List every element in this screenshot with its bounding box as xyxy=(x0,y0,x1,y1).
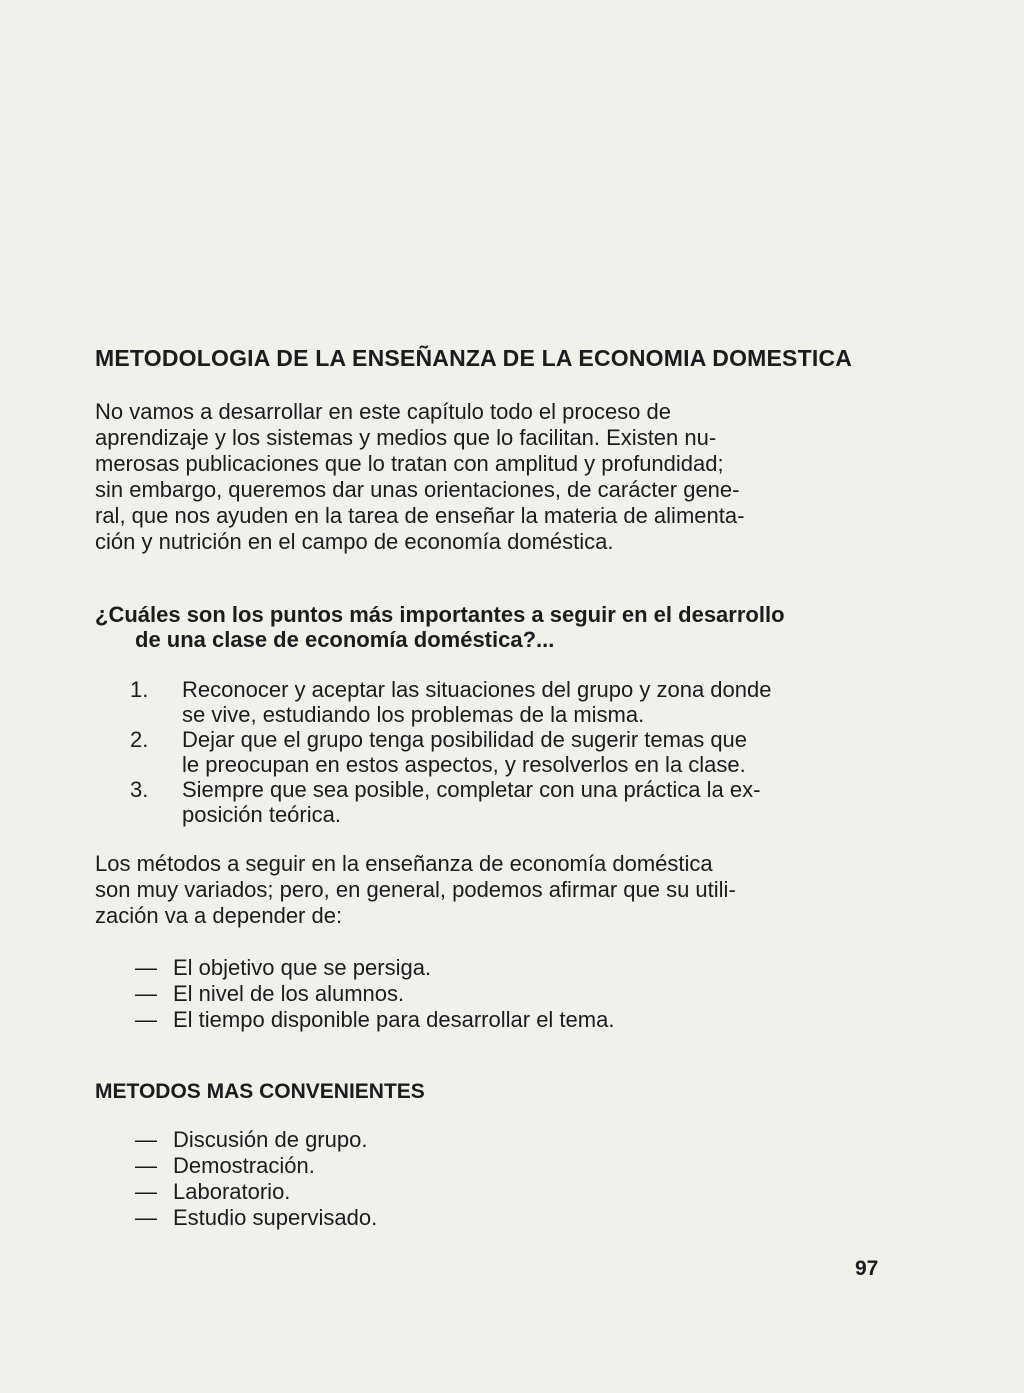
question-line: ¿Cuáles son los puntos más importantes a seguir en el desarrollo xyxy=(95,602,785,627)
dependency-text: El tiempo disponible para desarrollar el tema. xyxy=(173,1007,615,1032)
page-heading: METODOLOGIA DE LA ENSEÑANZA DE LA ECONOMIA DOMESTICA xyxy=(95,345,853,371)
method-item xyxy=(135,1205,377,1231)
numbered-list xyxy=(130,677,890,827)
intro-paragraph xyxy=(95,399,885,555)
section-subheading: METODOS MAS CONVENIENTES xyxy=(95,1080,425,1103)
dash-marker: — xyxy=(135,1153,157,1178)
method-text: Laboratorio. xyxy=(173,1179,291,1204)
item-line: se vive, estudiando los problemas de la misma. xyxy=(182,702,645,727)
question-paragraph xyxy=(95,602,895,652)
dependency-item xyxy=(135,955,614,981)
intro-line: aprendizaje y los sistemas y medios que lo facilitan. Existen nu- xyxy=(95,425,717,450)
methods-line: son muy variados; pero, en general, podemos afirmar que su utili- xyxy=(95,877,736,902)
methods-line: zación va a depender de: xyxy=(95,903,343,928)
intro-line: ción y nutrición en el campo de economía doméstica. xyxy=(95,529,614,554)
numbered-item xyxy=(130,777,890,827)
dependency-text: El nivel de los alumnos. xyxy=(173,981,405,1006)
item-line: le preocupan en estos aspectos, y resolverlos en la clase. xyxy=(182,752,746,777)
dash-marker: — xyxy=(135,1007,157,1032)
dash-marker: — xyxy=(135,1127,157,1152)
dependency-item xyxy=(135,981,614,1007)
question-line: de una clase de economía doméstica?... xyxy=(135,627,555,652)
method-text: Discusión de grupo. xyxy=(173,1127,368,1152)
method-text: Estudio supervisado. xyxy=(173,1205,378,1230)
item-number: 3. xyxy=(130,777,149,802)
dash-marker: — xyxy=(135,981,157,1006)
item-number: 2. xyxy=(130,727,149,752)
dash-marker: — xyxy=(135,1205,157,1230)
dependency-text: El objetivo que se persiga. xyxy=(173,955,432,980)
intro-line: sin embargo, queremos dar unas orientaciones, de carácter gene- xyxy=(95,477,740,502)
intro-line: No vamos a desarrollar en este capítulo todo el proceso de xyxy=(95,399,671,424)
numbered-item xyxy=(130,727,890,777)
intro-line: ral, que nos ayuden en la tarea de enseñar la materia de alimenta- xyxy=(95,503,745,528)
item-line: Reconocer y aceptar las situaciones del grupo y zona donde xyxy=(182,677,772,702)
dash-marker: — xyxy=(135,1179,157,1204)
methods-line: Los métodos a seguir en la enseñanza de economía doméstica xyxy=(95,851,713,876)
methods-list xyxy=(135,1127,377,1231)
method-item xyxy=(135,1179,377,1205)
item-number: 1. xyxy=(130,677,149,702)
item-line: Dejar que el grupo tenga posibilidad de sugerir temas que xyxy=(182,727,748,752)
item-line: posición teórica. xyxy=(182,802,341,827)
method-item xyxy=(135,1153,377,1179)
intro-line: merosas publicaciones que lo tratan con amplitud y profundidad; xyxy=(95,451,724,476)
item-line: Siempre que sea posible, completar con una práctica la ex- xyxy=(182,777,761,802)
methods-paragraph xyxy=(95,851,885,929)
numbered-item xyxy=(130,677,890,727)
method-text: Demostración. xyxy=(173,1153,315,1178)
dependency-list xyxy=(135,955,614,1033)
dash-marker: — xyxy=(135,955,157,980)
page-number: 97 xyxy=(855,1257,879,1280)
dependency-item xyxy=(135,1007,614,1033)
method-item xyxy=(135,1127,377,1153)
